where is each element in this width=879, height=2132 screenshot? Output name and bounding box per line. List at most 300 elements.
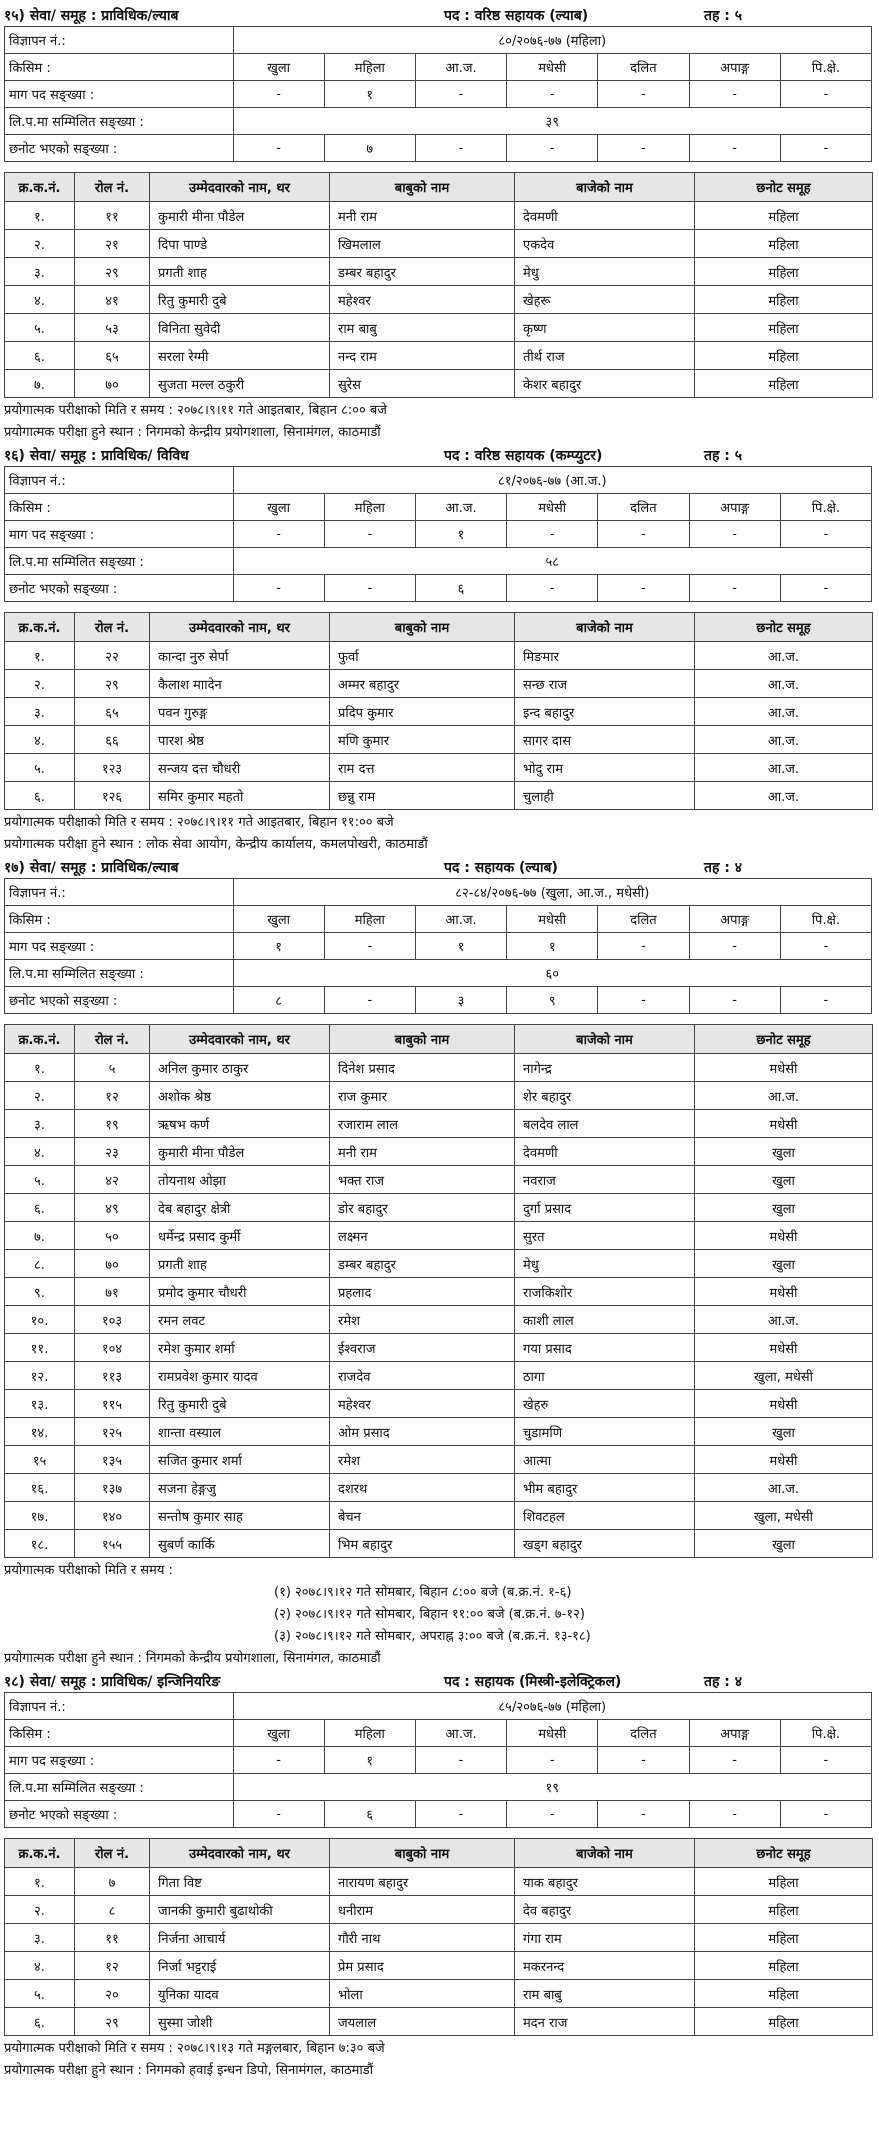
demand-value: १: [324, 1747, 415, 1774]
candidate-name: जानकी कुमारी बुढाथोकी: [150, 1896, 330, 1924]
selected-label: छनोट भएको सङ्ख्या :: [5, 575, 234, 602]
section-4: [4, 1670, 875, 2082]
father-name: महेश्वर: [330, 286, 515, 314]
selected-value: -: [689, 987, 780, 1014]
selected-value: ६: [415, 575, 506, 602]
level: तह : ४: [704, 1673, 743, 1690]
demand-value: -: [507, 1747, 598, 1774]
roll-number: १३७: [75, 1474, 150, 1502]
grandfather-name: मकरनन्द: [515, 1952, 695, 1980]
adv-label: विज्ञापन नं.:: [5, 27, 234, 54]
category-header: महिला: [324, 494, 415, 521]
column-header: उम्मेदवारको नाम, थर: [150, 1839, 330, 1868]
selection-group: खुला: [695, 1138, 873, 1166]
selected-row: [5, 575, 872, 602]
roll-number: ७०: [75, 1250, 150, 1278]
serial-number: १७.: [5, 1502, 75, 1530]
category-row: [5, 494, 872, 521]
grandfather-name: गया प्रसाद: [515, 1334, 695, 1362]
selected-label: छनोट भएको सङ्ख्या :: [5, 1801, 234, 1828]
column-header: बाजेको नाम: [515, 613, 695, 642]
demand-value: १: [415, 521, 506, 548]
father-name: दिनेश प्रसाद: [330, 1054, 515, 1082]
category-header: महिला: [324, 54, 415, 81]
exam-note: प्रयोगात्मक परीक्षाको मिति र समय : २०७८।९।११ गते आइतबार, बिहान ११:०० बजे: [4, 815, 394, 830]
serial-number: १.: [5, 1054, 75, 1082]
roll-number: १२५: [75, 1418, 150, 1446]
selection-group: आ.ज.: [695, 1082, 873, 1110]
candidate-row: [5, 1418, 873, 1446]
grandfather-name: आत्मा: [515, 1446, 695, 1474]
serial-number: १८.: [5, 1530, 75, 1558]
selection-group: आ.ज.: [695, 1474, 873, 1502]
selection-group: मधेसी: [695, 1054, 873, 1082]
column-header: बाबुको नाम: [330, 1839, 515, 1868]
candidate-name: शान्ता वस्याल: [150, 1418, 330, 1446]
selection-group: खुला, मधेसी: [695, 1362, 873, 1390]
father-name: जयलाल: [330, 2008, 515, 2036]
candidate-row: [5, 1222, 873, 1250]
candidate-name: सन्तोष कुमार साह: [150, 1502, 330, 1530]
selected-value: ३: [415, 987, 506, 1014]
father-name: राम बाबु: [330, 314, 515, 342]
candidate-row: [5, 754, 873, 782]
section-3: [4, 856, 875, 1670]
father-name: नन्द राम: [330, 342, 515, 370]
category-header: मधेसी: [507, 494, 598, 521]
demand-label: माग पद सङ्ख्या :: [5, 1747, 234, 1774]
column-header: क्र.क.नं.: [5, 1839, 75, 1868]
selection-group: आ.ज.: [695, 782, 873, 810]
candidate-row: [5, 1530, 873, 1558]
father-name: रजाराम लाल: [330, 1110, 515, 1138]
selected-value: ७: [324, 135, 415, 162]
demand-value: -: [689, 81, 780, 108]
candidate-row: [5, 1306, 873, 1334]
demand-value: -: [780, 933, 871, 960]
demand-value: -: [689, 521, 780, 548]
category-header: पि.क्षे.: [780, 1720, 871, 1747]
section-title: १५) सेवा/ समूह : प्राविधिक/ल्याब: [4, 7, 179, 24]
selected-value: -: [689, 135, 780, 162]
demand-value: -: [507, 521, 598, 548]
grandfather-name: खेहरु: [515, 1390, 695, 1418]
category-header: पि.क्षे.: [780, 494, 871, 521]
serial-number: ३.: [5, 258, 75, 286]
father-name: डम्बर बहादुर: [330, 258, 515, 286]
grandfather-name: सुरत: [515, 1222, 695, 1250]
grandfather-name: बलदेव लाल: [515, 1110, 695, 1138]
demand-value: -: [507, 81, 598, 108]
grandfather-name: शिवटहल: [515, 1502, 695, 1530]
roll-number: ११५: [75, 1390, 150, 1418]
participants-row: [5, 108, 872, 135]
exam-note: प्रयोगात्मक परीक्षाको मिति र समय : २०७८।९।१३ गते मङ्गलबार, बिहान ७:३० बजे: [4, 2041, 385, 2056]
candidate-name: पारश श्रेष्ठ: [150, 726, 330, 754]
serial-number: ६.: [5, 782, 75, 810]
column-header: छनोट समूह: [695, 613, 873, 642]
section-header: [4, 4, 875, 26]
father-name: डोर बहादुर: [330, 1194, 515, 1222]
candidate-row: [5, 1250, 873, 1278]
demand-value: -: [598, 521, 689, 548]
selection-group: खुला: [695, 1530, 873, 1558]
serial-number: ५.: [5, 314, 75, 342]
category-header: आ.ज.: [415, 54, 506, 81]
candidate-row: [5, 1194, 873, 1222]
demand-value: १: [324, 81, 415, 108]
candidate-header-row: [5, 1839, 873, 1868]
post-title: पद : वरिष्ठ सहायक (ल्याब): [444, 7, 589, 24]
demand-value: -: [689, 1747, 780, 1774]
grandfather-name: मेधु: [515, 1250, 695, 1278]
candidate-row: [5, 1868, 873, 1896]
category-header: दलित: [598, 54, 689, 81]
grandfather-name: देवमणी: [515, 1138, 695, 1166]
father-name: मणि कुमार: [330, 726, 515, 754]
candidate-name: समिर कुमार महतो: [150, 782, 330, 810]
level: तह : ४: [704, 859, 743, 876]
roll-number: ६५: [75, 698, 150, 726]
candidate-row: [5, 1474, 873, 1502]
selected-value: -: [780, 135, 871, 162]
demand-label: माग पद सङ्ख्या :: [5, 521, 234, 548]
candidate-row: [5, 230, 873, 258]
exam-note: प्रयोगात्मक परीक्षा हुने स्थान : निगमको केन्द्रीय प्रयोगशाला, सिनामंगल, काठमाडौं: [4, 1651, 381, 1666]
father-name: मनी राम: [330, 202, 515, 230]
selected-value: -: [598, 1801, 689, 1828]
demand-value: -: [324, 521, 415, 548]
candidate-name: प्रगती शाह: [150, 1250, 330, 1278]
column-header: बाजेको नाम: [515, 1839, 695, 1868]
candidate-name: पवन गुरुङ्ग: [150, 698, 330, 726]
participants-row: [5, 548, 872, 575]
candidate-row: [5, 1980, 873, 2008]
candidate-row: [5, 1278, 873, 1306]
roll-number: २०: [75, 1980, 150, 2008]
serial-number: ४.: [5, 1952, 75, 1980]
selected-value: -: [507, 1801, 598, 1828]
candidate-row: [5, 314, 873, 342]
participants-row: [5, 1774, 872, 1801]
category-header: अपाङ्ग: [689, 494, 780, 521]
level: तह : ५: [704, 7, 743, 24]
grandfather-name: केशर बहादुर: [515, 370, 695, 398]
selection-group: आ.ज.: [695, 698, 873, 726]
father-name: खिमलाल: [330, 230, 515, 258]
candidate-row: [5, 1446, 873, 1474]
selection-group: महिला: [695, 202, 873, 230]
serial-number: ८.: [5, 1250, 75, 1278]
selection-group: आ.ज.: [695, 642, 873, 670]
candidate-name: कुमारी मीना पौडेल: [150, 1138, 330, 1166]
grandfather-name: खड्ग बहादुर: [515, 1530, 695, 1558]
selection-group: महिला: [695, 258, 873, 286]
vacancy-table: [4, 878, 872, 1014]
serial-number: २.: [5, 230, 75, 258]
serial-number: ३.: [5, 1110, 75, 1138]
grandfather-name: राम बाबु: [515, 1980, 695, 2008]
exam-note: प्रयोगात्मक परीक्षा हुने स्थान : निगमको केन्द्रीय प्रयोगशाला, सिनामंगल, काठमाडौं: [4, 425, 381, 440]
selected-value: -: [598, 575, 689, 602]
category-header: खुला: [233, 906, 324, 933]
roll-number: १२: [75, 1082, 150, 1110]
participants-value: ३९: [233, 108, 872, 135]
candidate-row: [5, 202, 873, 230]
father-name: राम दत्त: [330, 754, 515, 782]
selection-group: महिला: [695, 370, 873, 398]
serial-number: ६.: [5, 2008, 75, 2036]
roll-number: ६६: [75, 726, 150, 754]
candidate-name: निर्जना आचार्य: [150, 1924, 330, 1952]
participants-label: लि.प.मा सम्मिलित सङ्ख्या :: [5, 108, 234, 135]
post-title: पद : सहायक (मिस्त्री-इलेक्ट्रिकल): [444, 1673, 622, 1690]
adv-row: [5, 1693, 872, 1720]
column-header: बाबुको नाम: [330, 173, 515, 202]
adv-row: [5, 467, 872, 494]
category-header: दलित: [598, 494, 689, 521]
category-header: मधेसी: [507, 54, 598, 81]
roll-number: ८: [75, 1896, 150, 1924]
roll-number: १४०: [75, 1502, 150, 1530]
selection-group: महिला: [695, 230, 873, 258]
father-name: भोला: [330, 1980, 515, 2008]
candidate-row: [5, 726, 873, 754]
candidate-name: प्रमोद कुमार चौधरी: [150, 1278, 330, 1306]
grandfather-name: ठागा: [515, 1362, 695, 1390]
adv-label: विज्ञापन नं.:: [5, 467, 234, 494]
grandfather-name: भोदु राम: [515, 754, 695, 782]
selected-value: -: [689, 575, 780, 602]
grandfather-name: नवराज: [515, 1166, 695, 1194]
demand-row: [5, 521, 872, 548]
serial-number: ५.: [5, 1166, 75, 1194]
adv-label: विज्ञापन नं.:: [5, 879, 234, 906]
exam-note: (१) २०७८।९।१२ गते सोमबार, बिहान ८:०० बजे (ब.क्र.नं. १-६): [274, 1585, 572, 1600]
selected-value: ८: [233, 987, 324, 1014]
category-header: दलित: [598, 1720, 689, 1747]
candidate-name: गिता विष्ट: [150, 1868, 330, 1896]
father-name: ओम प्रसाद: [330, 1418, 515, 1446]
category-header: अपाङ्ग: [689, 1720, 780, 1747]
candidate-row: [5, 782, 873, 810]
candidate-name: धर्मेन्द्र प्रसाद कुर्मी: [150, 1222, 330, 1250]
serial-number: २.: [5, 1896, 75, 1924]
candidate-name: सरला रेग्मी: [150, 342, 330, 370]
father-name: बेचन: [330, 1502, 515, 1530]
roll-number: ४२: [75, 1166, 150, 1194]
adv-row: [5, 879, 872, 906]
column-header: रोल नं.: [75, 1025, 150, 1054]
selected-value: -: [415, 135, 506, 162]
grandfather-name: देवमणी: [515, 202, 695, 230]
selected-value: -: [598, 987, 689, 1014]
selection-group: महिला: [695, 1980, 873, 2008]
father-name: भक्त राज: [330, 1166, 515, 1194]
demand-value: -: [780, 81, 871, 108]
candidate-name: रितु कुमारी दुबे: [150, 286, 330, 314]
selection-group: खुला, मधेसी: [695, 1502, 873, 1530]
category-header: आ.ज.: [415, 906, 506, 933]
roll-number: २९: [75, 258, 150, 286]
demand-value: -: [415, 81, 506, 108]
column-header: उम्मेदवारको नाम, थर: [150, 1025, 330, 1054]
demand-value: १: [415, 933, 506, 960]
participants-label: लि.प.मा सम्मिलित सङ्ख्या :: [5, 960, 234, 987]
father-name: फुर्वा: [330, 642, 515, 670]
candidate-header-row: [5, 613, 873, 642]
serial-number: १४.: [5, 1418, 75, 1446]
selection-group: मधेसी: [695, 1110, 873, 1138]
candidate-row: [5, 1362, 873, 1390]
selected-value: -: [415, 1801, 506, 1828]
selected-value: -: [233, 135, 324, 162]
selected-value: -: [233, 1801, 324, 1828]
column-header: उम्मेदवारको नाम, थर: [150, 173, 330, 202]
candidate-row: [5, 1138, 873, 1166]
serial-number: १०.: [5, 1306, 75, 1334]
candidate-name: अनिल कुमार ठाकुर: [150, 1054, 330, 1082]
serial-number: ४.: [5, 1138, 75, 1166]
column-header: बाजेको नाम: [515, 1025, 695, 1054]
roll-number: १२३: [75, 754, 150, 782]
section-title: १७) सेवा/ समूह : प्राविधिक/ल्याब: [4, 859, 179, 876]
father-name: दशरथ: [330, 1474, 515, 1502]
selection-group: खुला: [695, 1166, 873, 1194]
candidate-row: [5, 1952, 873, 1980]
category-header: अपाङ्ग: [689, 54, 780, 81]
roll-number: १०४: [75, 1334, 150, 1362]
serial-number: ७.: [5, 370, 75, 398]
roll-number: ७०: [75, 370, 150, 398]
selected-value: -: [233, 575, 324, 602]
column-header: छनोट समूह: [695, 173, 873, 202]
category-label: किसिम :: [5, 494, 234, 521]
serial-number: २.: [5, 670, 75, 698]
candidate-table: [4, 172, 873, 398]
roll-number: ७: [75, 1868, 150, 1896]
roll-number: ४९: [75, 1194, 150, 1222]
father-name: भिम बहादुर: [330, 1530, 515, 1558]
roll-number: १५५: [75, 1530, 150, 1558]
grandfather-name: याक बहादुर: [515, 1868, 695, 1896]
roll-number: १०३: [75, 1306, 150, 1334]
grandfather-name: मेधु: [515, 258, 695, 286]
serial-number: ५.: [5, 754, 75, 782]
candidate-name: विनिता सुवेदी: [150, 314, 330, 342]
candidate-name: दिपा पाण्डे: [150, 230, 330, 258]
grandfather-name: देव बहादुर: [515, 1896, 695, 1924]
candidate-name: कुमारी मीना पौडेल: [150, 202, 330, 230]
column-header: उम्मेदवारको नाम, थर: [150, 613, 330, 642]
serial-number: ७.: [5, 1222, 75, 1250]
selected-value: -: [780, 987, 871, 1014]
section-title: १८) सेवा/ समूह : प्राविधिक/ इन्जिनियरिङ: [4, 1673, 221, 1690]
selected-value: -: [780, 1801, 871, 1828]
father-name: ईश्वराज: [330, 1334, 515, 1362]
serial-number: १.: [5, 642, 75, 670]
candidate-row: [5, 642, 873, 670]
roll-number: २२: [75, 642, 150, 670]
section-header: [4, 1670, 875, 1692]
father-name: प्रहलाद: [330, 1278, 515, 1306]
selected-row: [5, 135, 872, 162]
exam-note: प्रयोगात्मक परीक्षा हुने स्थान : लोक सेवा आयोग, केन्द्रीय कार्यालय, कमलपोखरी, काठमाडौं: [4, 837, 428, 852]
level: तह : ५: [704, 447, 743, 464]
column-header: क्र.क.नं.: [5, 173, 75, 202]
serial-number: १५: [5, 1446, 75, 1474]
candidate-row: [5, 286, 873, 314]
roll-number: ११: [75, 202, 150, 230]
demand-value: -: [689, 933, 780, 960]
candidate-row: [5, 1390, 873, 1418]
father-name: मनी राम: [330, 1138, 515, 1166]
selected-value: -: [780, 575, 871, 602]
roll-number: १३५: [75, 1446, 150, 1474]
selection-group: मधेसी: [695, 1446, 873, 1474]
demand-value: -: [780, 521, 871, 548]
father-name: अम्मर बहादुर: [330, 670, 515, 698]
participants-label: लि.प.मा सम्मिलित सङ्ख्या :: [5, 1774, 234, 1801]
grandfather-name: सागर दास: [515, 726, 695, 754]
roll-number: ५३: [75, 314, 150, 342]
post-title: पद : सहायक (ल्याब): [444, 859, 558, 876]
candidate-row: [5, 1924, 873, 1952]
father-name: लक्ष्मन: [330, 1222, 515, 1250]
roll-number: ४१: [75, 286, 150, 314]
serial-number: ६.: [5, 1194, 75, 1222]
selection-group: आ.ज.: [695, 1306, 873, 1334]
grandfather-name: नागेन्द्र: [515, 1054, 695, 1082]
roll-number: ७१: [75, 1278, 150, 1306]
grandfather-name: भीम बहादुर: [515, 1474, 695, 1502]
grandfather-name: तीर्थ राज: [515, 342, 695, 370]
father-name: प्रेम प्रसाद: [330, 1952, 515, 1980]
demand-value: -: [324, 933, 415, 960]
category-label: किसिम :: [5, 54, 234, 81]
category-header: अपाङ्ग: [689, 906, 780, 933]
selected-row: [5, 1801, 872, 1828]
roll-number: २९: [75, 2008, 150, 2036]
category-header: पि.क्षे.: [780, 54, 871, 81]
selection-group: खुला: [695, 1250, 873, 1278]
demand-value: -: [598, 81, 689, 108]
demand-label: माग पद सङ्ख्या :: [5, 933, 234, 960]
candidate-name: सुजता मल्ल ठकुरी: [150, 370, 330, 398]
serial-number: ५.: [5, 1980, 75, 2008]
category-header: खुला: [233, 1720, 324, 1747]
demand-row: [5, 933, 872, 960]
category-header: दलित: [598, 906, 689, 933]
candidate-row: [5, 1896, 873, 1924]
candidate-name: युनिका यादव: [150, 1980, 330, 2008]
serial-number: ३.: [5, 698, 75, 726]
candidate-name: सजित कुमार शर्मा: [150, 1446, 330, 1474]
post-title: पद : वरिष्ठ सहायक (कम्प्युटर): [444, 447, 603, 464]
father-name: महेश्वर: [330, 1390, 515, 1418]
candidate-name: ऋषभ कर्ण: [150, 1110, 330, 1138]
candidate-name: रितु कुमारी दुबे: [150, 1390, 330, 1418]
adv-number: ८५/२०७६-७७ (महिला): [233, 1693, 872, 1720]
candidate-name: कान्दा नुरु सेर्पा: [150, 642, 330, 670]
column-header: बाजेको नाम: [515, 173, 695, 202]
selected-value: -: [598, 135, 689, 162]
grandfather-name: मदन राज: [515, 2008, 695, 2036]
grandfather-name: चुलाही: [515, 782, 695, 810]
candidate-name: प्रगती शाह: [150, 258, 330, 286]
selection-group: महिला: [695, 342, 873, 370]
participants-value: ५८: [233, 548, 872, 575]
